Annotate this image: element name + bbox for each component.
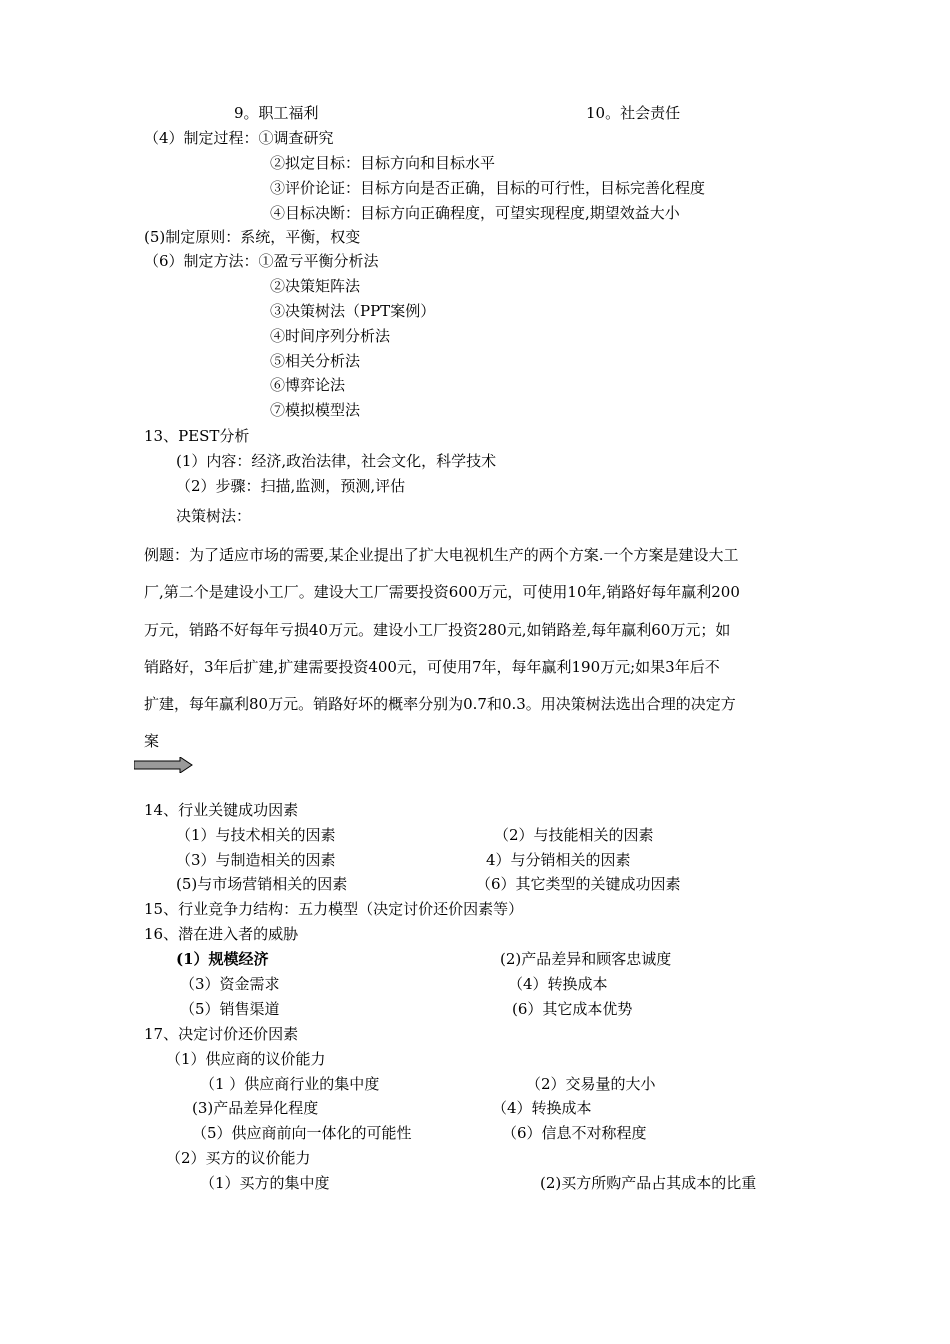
text-line: ③决策树法（PPT案例） bbox=[270, 302, 436, 320]
section-heading: 16、潜在进入者的威胁 bbox=[144, 925, 299, 943]
text-line: （1）与技术相关的因素 bbox=[176, 826, 336, 844]
text-line: (5)制定原则：系统，平衡，权变 bbox=[144, 228, 361, 246]
text-line: （6）信息不对称程度 bbox=[502, 1124, 647, 1142]
text-line: ③评价论证：目标方向是否正确，目标的可行性，目标完善化程度 bbox=[270, 179, 706, 197]
text-line: （2）与技能相关的因素 bbox=[494, 826, 654, 844]
section-heading: 15、行业竞争力结构：五力模型（决定讨价还价因素等） bbox=[144, 900, 524, 918]
example-paragraph-line: 万元，销路不好每年亏损40万元。建设小工厂投资280元,如销路差,每年赢利60万元；如 bbox=[144, 621, 731, 639]
text-line: （3）与制造相关的因素 bbox=[176, 851, 336, 869]
text-line-bold: (1）规模经济 bbox=[176, 950, 269, 968]
text-line: (2)买方所购产品占其成本的比重 bbox=[540, 1174, 757, 1192]
text-line: （1 ）供应商行业的集中度 bbox=[200, 1075, 380, 1093]
text-line: ②决策矩阵法 bbox=[270, 277, 361, 295]
text-line: （6）其它类型的关键成功因素 bbox=[476, 875, 681, 893]
text-line: ⑤相关分析法 bbox=[270, 352, 361, 370]
text-line: （2）交易量的大小 bbox=[526, 1075, 656, 1093]
text-line: ⑥博弈论法 bbox=[270, 376, 346, 394]
text-line: ④目标决断：目标方向正确程度，可望实现程度,期望效益大小 bbox=[270, 204, 680, 222]
text-line: (6）其它成本优势 bbox=[512, 1000, 633, 1018]
text-line: 10。社会责任 bbox=[586, 104, 681, 122]
example-paragraph-line: 厂,第二个是建设小工厂。建设大工厂需要投资600万元，可使用10年,销路好每年赢利200 bbox=[144, 583, 740, 601]
text-line: 决策树法： bbox=[176, 507, 252, 525]
text-line: （3）资金需求 bbox=[180, 975, 280, 993]
text-line: （6）制定方法：①盈亏平衡分析法 bbox=[144, 252, 379, 270]
text-line: （2）步骤：扫描,监测，预测,评估 bbox=[176, 477, 406, 495]
text-line: ②拟定目标：目标方向和目标水平 bbox=[270, 154, 496, 172]
example-paragraph-line: 扩建，每年赢利80万元。销路好坏的概率分别为0.7和0.3。用决策树法选出合理的决定方 bbox=[144, 695, 736, 713]
text-line: (1）内容：经济,政治法律，社会文化，科学技术 bbox=[176, 452, 497, 470]
section-heading: 17、决定讨价还价因素 bbox=[144, 1025, 299, 1043]
text-line: (3)产品差异化程度 bbox=[192, 1099, 319, 1117]
right-arrow-icon bbox=[134, 757, 194, 773]
text-line: （5）供应商前向一体化的可能性 bbox=[192, 1124, 412, 1142]
text-line: 4）与分销相关的因素 bbox=[486, 851, 631, 869]
text-line: （4）转换成本 bbox=[492, 1099, 592, 1117]
text-line: (5)与市场营销相关的因素 bbox=[176, 875, 348, 893]
section-heading: 13、PEST分析 bbox=[144, 427, 250, 445]
text-line: （4）制定过程：①调查研究 bbox=[144, 129, 334, 147]
example-paragraph-line: 案 bbox=[144, 732, 160, 750]
text-line: （4）转换成本 bbox=[508, 975, 608, 993]
text-line: （5）销售渠道 bbox=[180, 1000, 280, 1018]
text-line: (2)产品差异和顾客忠诚度 bbox=[500, 950, 672, 968]
text-line: （2）买方的议价能力 bbox=[166, 1149, 311, 1167]
section-heading: 14、行业关键成功因素 bbox=[144, 801, 299, 819]
text-line: 9。职工福利 bbox=[234, 104, 319, 122]
text-line: （1）供应商的议价能力 bbox=[166, 1050, 326, 1068]
text-line: ⑦模拟模型法 bbox=[270, 401, 361, 419]
example-paragraph-line: 销路好，3年后扩建,扩建需要投资400元，可使用7年，每年赢利190万元;如果3年后不 bbox=[144, 658, 720, 676]
example-paragraph-line: 例题：为了适应市场的需要,某企业提出了扩大电视机生产的两个方案.一个方案是建设大工 bbox=[144, 546, 739, 564]
text-line: ④时间序列分析法 bbox=[270, 327, 391, 345]
text-line: （1）买方的集中度 bbox=[200, 1174, 330, 1192]
